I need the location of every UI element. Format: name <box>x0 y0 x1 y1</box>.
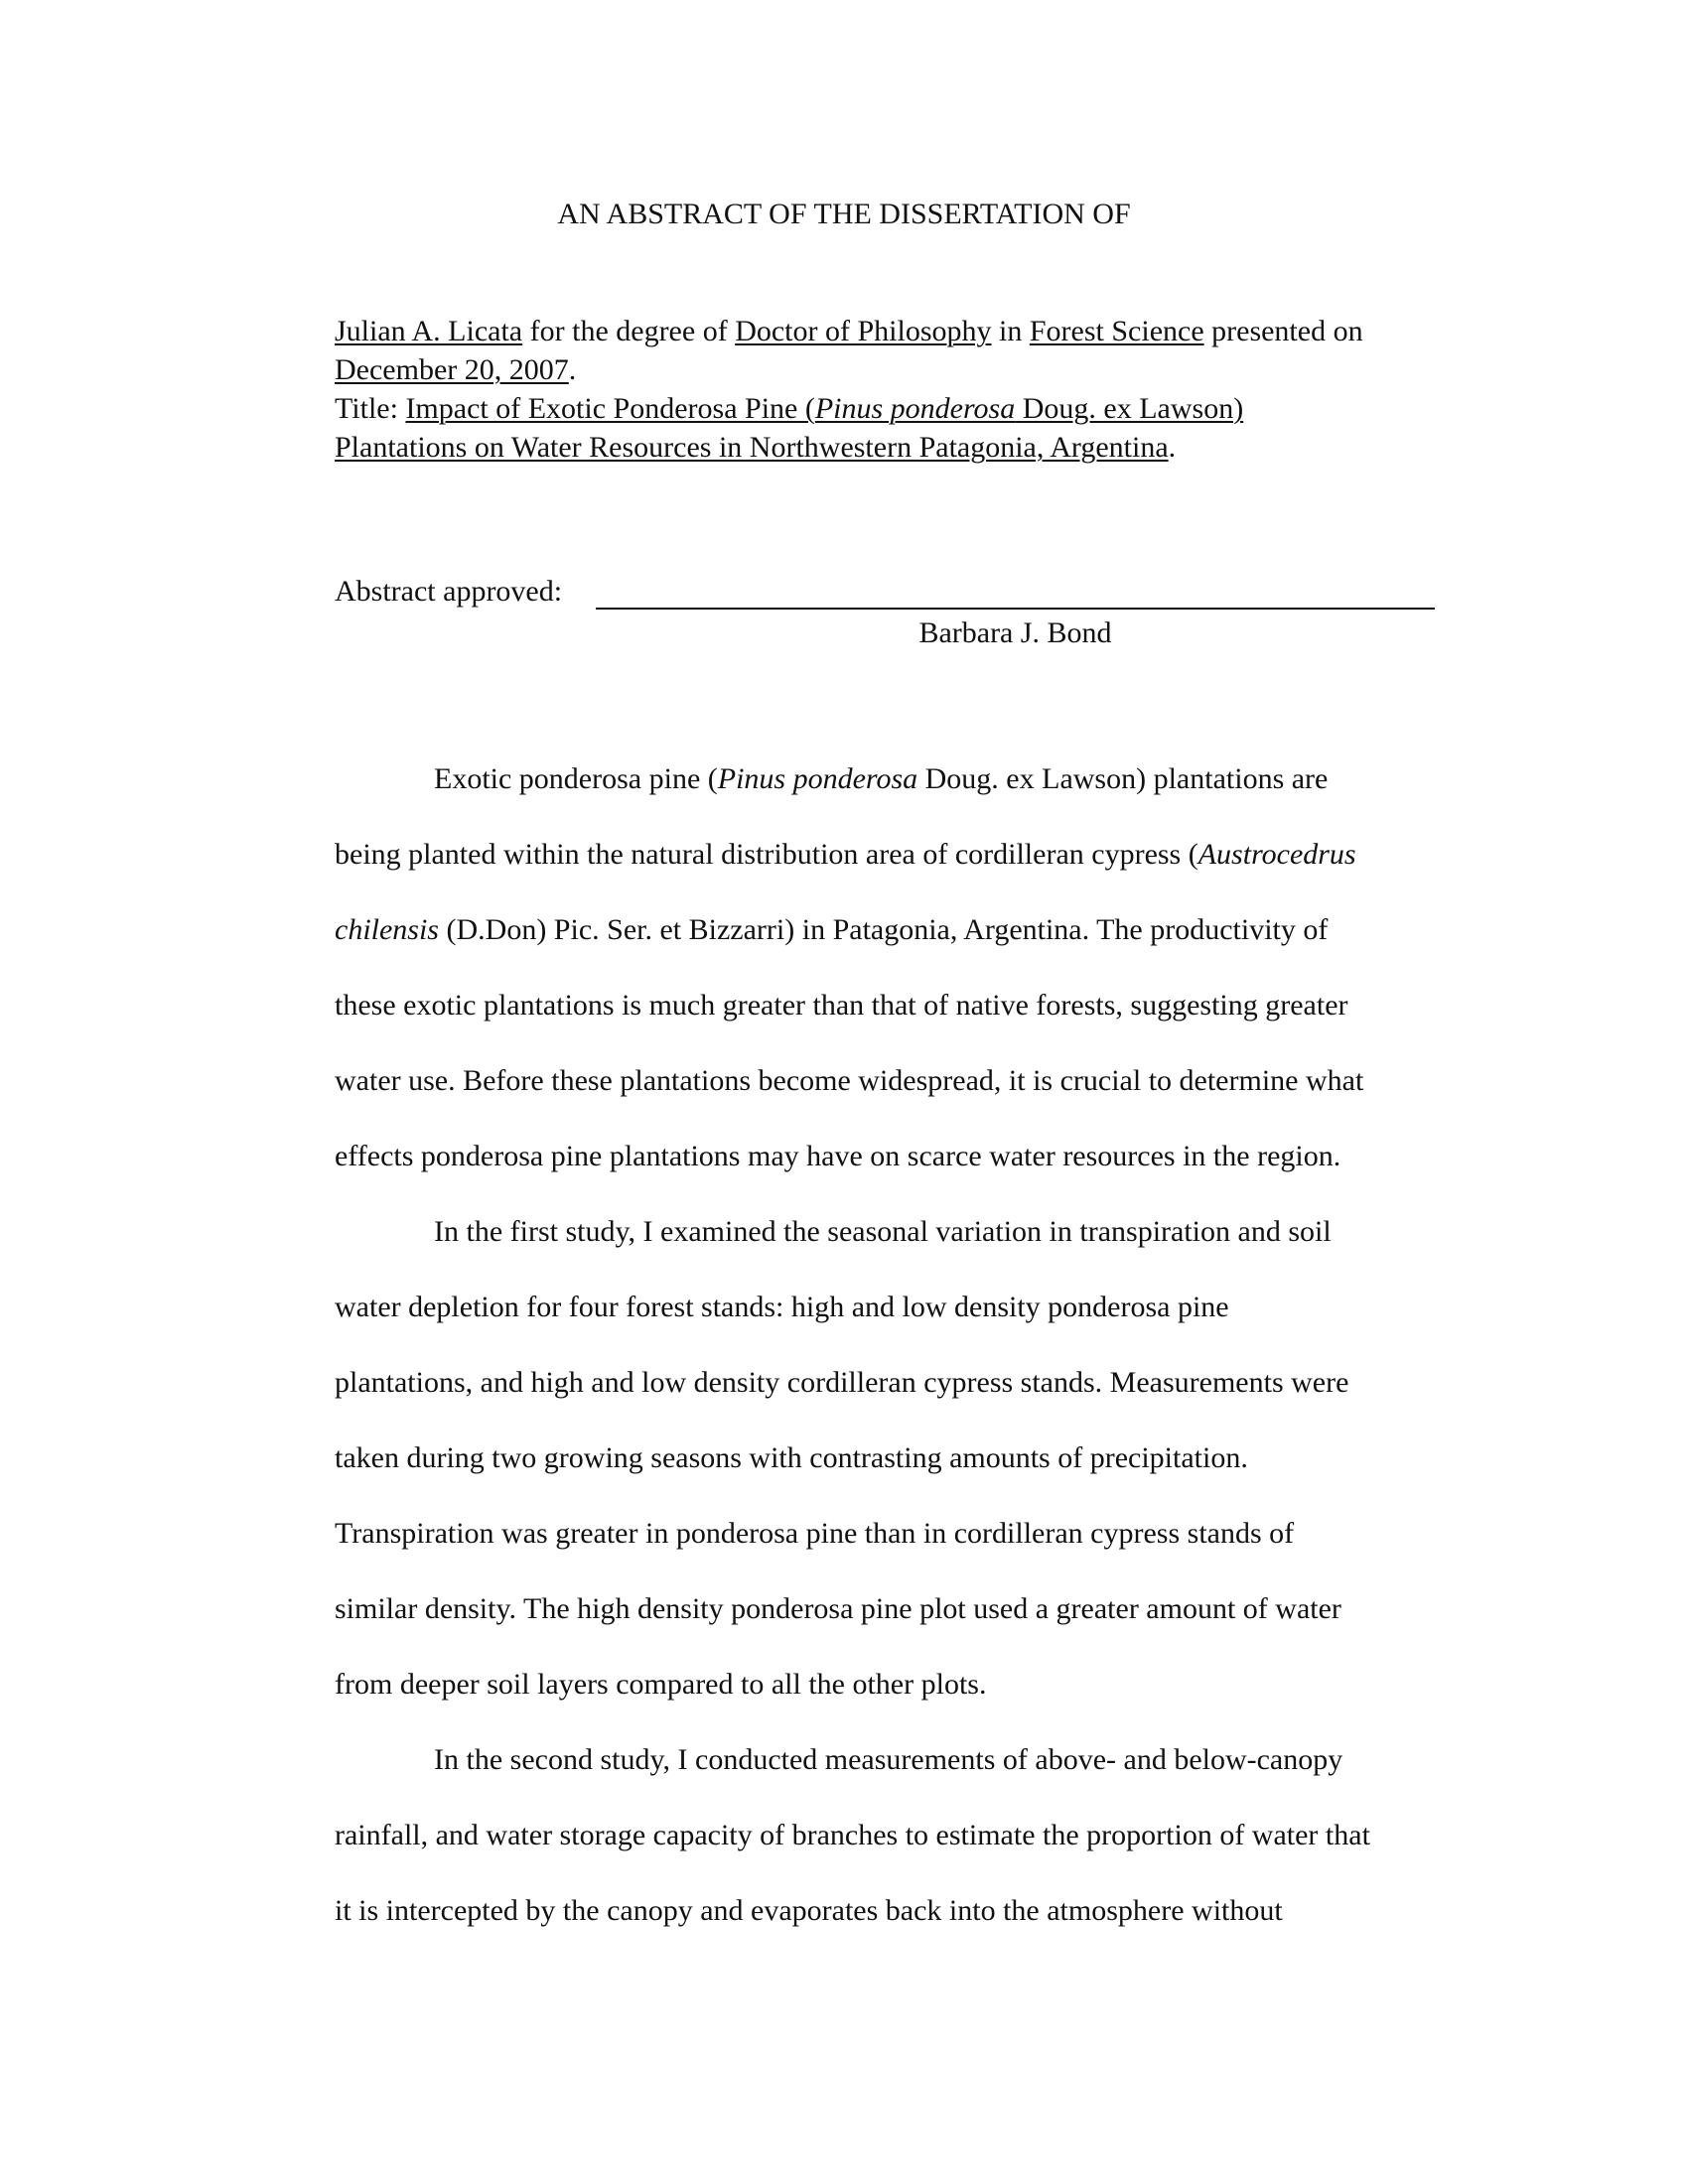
abstract-line: these exotic plantations is much greater than that of native forests, suggesting greater <box>335 989 1348 1022</box>
abstract-line: water use. Before these plantations become widespread, it is crucial to determine what <box>335 1064 1364 1097</box>
abstract-line: effects ponderosa pine plantations may have on scarce water resources in the region. <box>335 1140 1341 1172</box>
abstract-line: In the second study, I conducted measurements of above- and below-canopy <box>434 1743 1343 1776</box>
advisor-name: Barbara J. Bond <box>918 616 1112 649</box>
text-run: being planted within the natural distribution area of cordilleran cypress ( <box>335 838 1198 871</box>
italic-run: chilensis <box>335 913 439 946</box>
abstract-line: water depletion for four forest stands: high and low density ponderosa pine <box>335 1291 1229 1323</box>
abstract-line: from deeper soil layers compared to all the other plots. <box>335 1668 987 1701</box>
text-run: Exotic ponderosa pine ( <box>434 762 718 795</box>
title-part-a: Impact of Exotic Ponderosa Pine ( <box>405 392 815 425</box>
abstract-line: Transpiration was greater in ponderosa pine than in cordilleran cypress stands of <box>335 1517 1295 1550</box>
presentation-date: December 20, 2007 <box>335 353 569 386</box>
abstract-line: taken during two growing seasons with contrasting amounts of precipitation. <box>335 1441 1248 1474</box>
abstract-body <box>335 761 1486 1969</box>
signature-line <box>596 608 1435 610</box>
abstract-line: In the first study, I examined the seasonal variation in transpiration and soil <box>434 1215 1332 1248</box>
degree-name: Doctor of Philosophy <box>735 315 992 347</box>
info-line-1 <box>335 312 1486 350</box>
abstract-line: similar density. The high density ponderosa pine plot used a greater amount of water <box>335 1592 1341 1625</box>
in-text: in <box>991 315 1030 347</box>
text-run: (D.Don) Pic. Ser. et Bizzarri) in Patagonia, Argentina. The productivity of <box>439 913 1329 946</box>
title-species-italic: Pinus ponderosa <box>814 392 1016 425</box>
text-run: Doug. ex Lawson) plantations are <box>917 762 1329 795</box>
title-period: . <box>1168 431 1177 464</box>
title-line-2 <box>335 428 1486 467</box>
abstract-line <box>335 761 1486 837</box>
dissertation-info <box>335 312 1486 467</box>
title-line-1 <box>335 389 1486 428</box>
title-label: Title: <box>335 392 406 425</box>
author-name: Julian A. Licata <box>335 315 523 347</box>
date-period: . <box>568 353 577 386</box>
presented-text: presented on <box>1203 315 1363 347</box>
abstract-line: it is intercepted by the canopy and evaporates back into the atmosphere without <box>335 1894 1283 1927</box>
title-part-c: Plantations on Water Resources in Northwestern Patagonia, Argentina <box>335 431 1169 464</box>
field-name: Forest Science <box>1029 315 1204 347</box>
page-heading: AN ABSTRACT OF THE DISSERTATION OF <box>557 198 1131 230</box>
italic-run: Pinus ponderosa <box>717 762 918 795</box>
abstract-line <box>335 837 1486 912</box>
abstract-line <box>335 912 1486 988</box>
for-degree-text: for the degree of <box>522 315 736 347</box>
abstract-approved-label: Abstract approved: <box>335 575 563 608</box>
title-part-b: Doug. ex Lawson) <box>1015 392 1244 425</box>
info-line-2 <box>335 350 1486 389</box>
abstract-line: plantations, and high and low density cordilleran cypress stands. Measurements were <box>335 1366 1349 1399</box>
abstract-line: rainfall, and water storage capacity of branches to estimate the proportion of water that <box>335 1819 1370 1851</box>
italic-run: Austrocedrus <box>1197 838 1356 871</box>
